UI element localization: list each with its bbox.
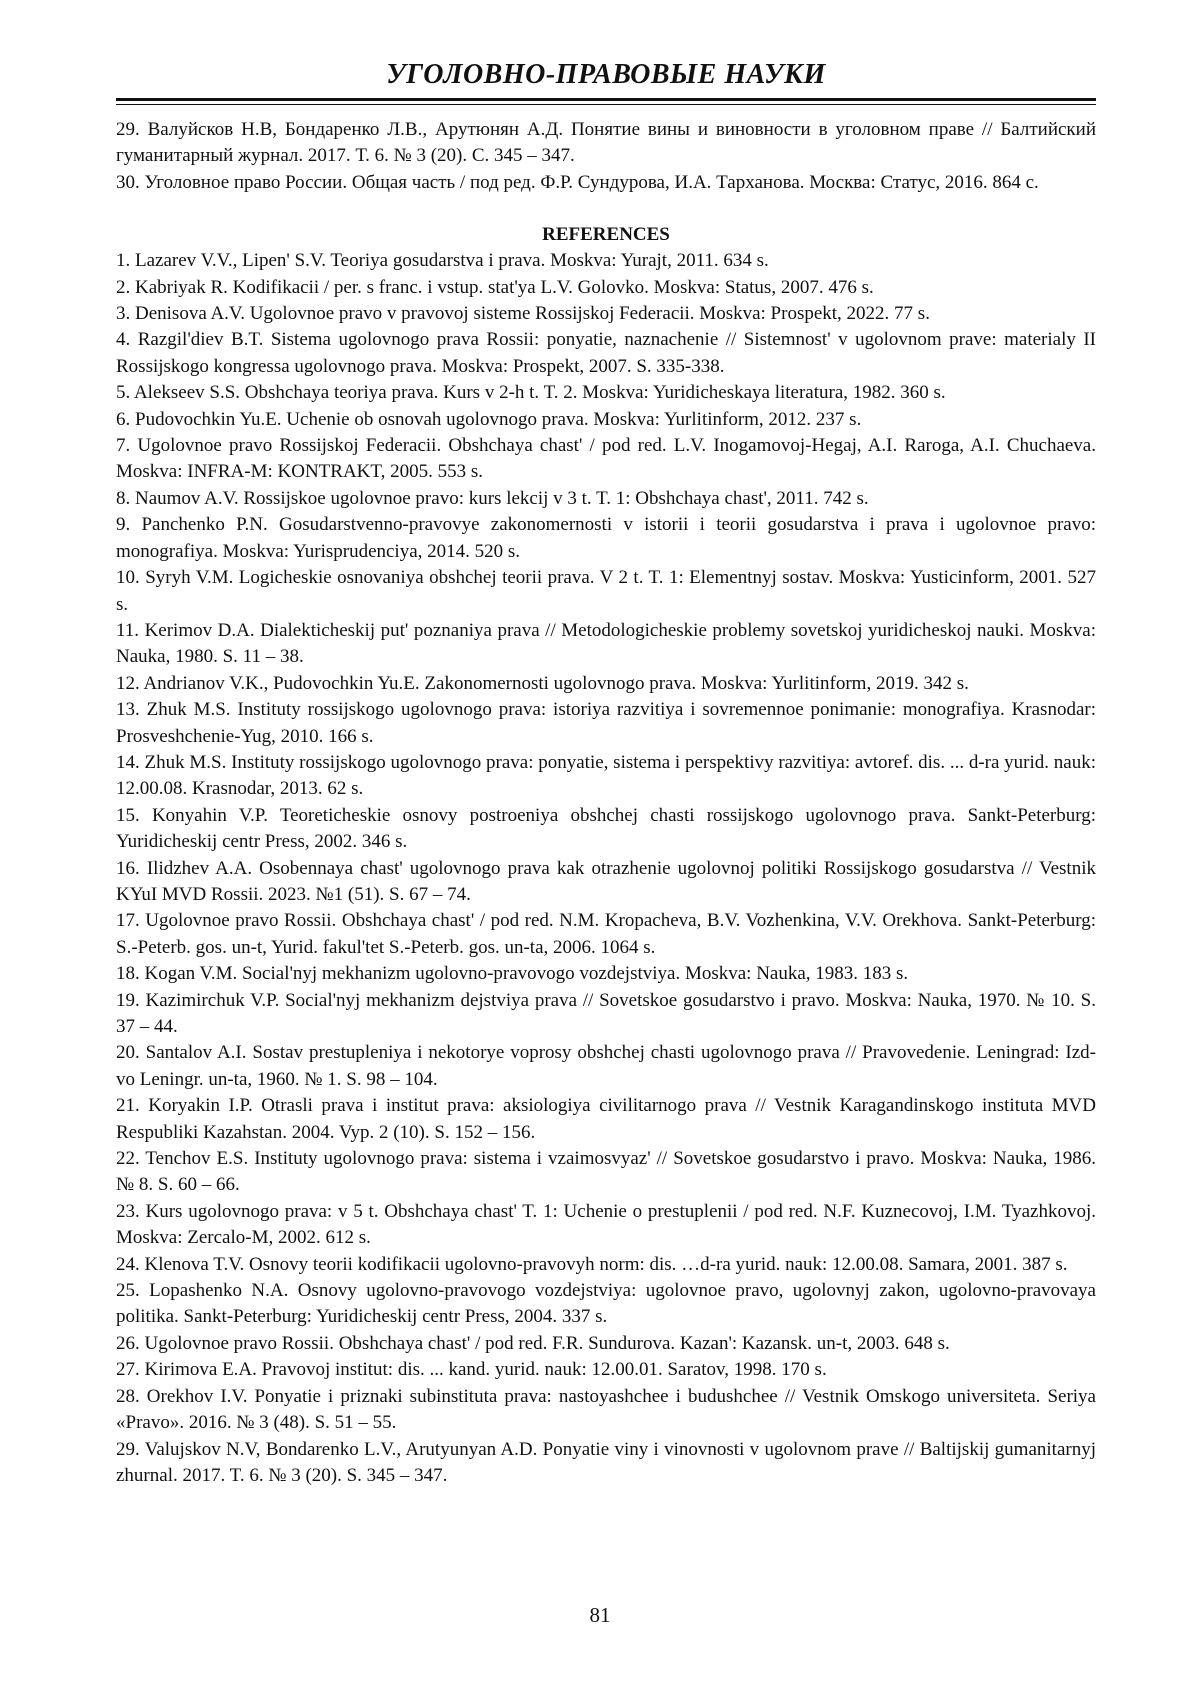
- reference-item: 29. Валуйсков Н.В, Бондаренко Л.В., Арутюнян А.Д. Понятие вины и виновности в уголовном праве // Балтийский гуманитарный журнал. 2017. Т. 6. № 3 (20). С. 345 – 347.: [116, 119, 1096, 167]
- reference-item: 14. Zhuk M.S. Instituty rossijskogo ugolovnogo prava: ponyatie, sistema i perspektivy razvitiya: avtoref. dis. ... d-ra yurid. nauk: 12.00.08. Krasnodar, 2013. 62 s.: [116, 751, 1096, 800]
- header-rule-thin: [116, 104, 1096, 105]
- page-number: 81: [589, 1603, 611, 1627]
- reference-item: 6. Pudovochkin Yu.E. Uchenie ob osnovah ugolovnogo prava. Moskva: Yurlitinform, 2012. 237 s.: [116, 408, 862, 430]
- reference-item: 8. Naumov A.V. Rossijskoe ugolovnoe pravo: kurs lekcij v 3 t. T. 1: Obshchaya chast', 2011. 742 s.: [116, 487, 869, 509]
- reference-item: 21. Koryakin I.P. Otrasli prava i institut prava: aksiologiya civilitarnogo prava // Vestnik Karagandinskogo instituta MVD Respubliki Kazahstan. 2004. Vyp. 2 (10). S. 152 – 156.: [116, 1095, 1096, 1143]
- reference-item: 27. Kirimova E.A. Pravovoj institut: dis. ... kand. yurid. nauk: 12.00.01. Saratov, 1998. 170 s.: [116, 1359, 827, 1381]
- reference-item: 18. Kogan V.M. Social'nyj mekhanizm ugolovno-pravovogo vozdejstviya. Moskva: Nauka, 1983. 183 s.: [116, 963, 909, 985]
- reference-item: 29. Valujskov N.V, Bondarenko L.V., Arutyunyan A.D. Ponyatie viny i vinovnosti v ugolovnom prave // Baltijskij gumanitarnyj zhurnal. 2017. T. 6. № 3 (20). S. 345 – 347.: [116, 1438, 1096, 1486]
- references-heading: REFERENCES: [542, 224, 670, 246]
- reference-item: 11. Kerimov D.A. Dialekticheskij put' poznaniya prava // Metodologicheskie problemy sovetskoj yuridicheskoj nauki. Moskva: Nauka, 1980. S. 11 – 38.: [116, 619, 1096, 668]
- reference-item: 28. Orekhov I.V. Ponyatie i priznaki subinstituta prava: nastoyashchee i budushchee // Vestnik Omskogo universiteta. Seriya «Pravo». 2016. № 3 (48). S. 51 – 55.: [116, 1385, 1096, 1434]
- reference-item: 23. Kurs ugolovnogo prava: v 5 t. Obshchaya chast' T. 1: Uchenie o prestuplenii / pod red. N.F. Kuznecovoj, I.M. Tyazhkovoj. Moskva: Zercalo-M, 2002. 612 s.: [116, 1200, 1096, 1249]
- reference-item: 25. Lopashenko N.A. Osnovy ugolovno-pravovogo vozdejstviya: ugolovnoe pravo, ugolovnyj zakon, ugolovno-pravovaya politika. Sankt-Peterburg: Yuridicheskij centr Press, 2004. 337 s.: [116, 1280, 1096, 1328]
- reference-item: 3. Denisova A.V. Ugolovnoe pravo v pravovoj sisteme Rossijskoj Federacii. Moskva: Prospekt, 2022. 77 s.: [116, 303, 930, 325]
- references-list: [116, 248, 1096, 1489]
- reference-item: 1. Lazarev V.V., Lipen' S.V. Teoriya gosudarstva i prava. Moskva: Yurajt, 2011. 634 s.: [116, 250, 769, 272]
- reference-item: 26. Ugolovnoe pravo Rossii. Obshchaya chast' / pod red. F.R. Sundurova. Kazan': Kazansk. un-t, 2003. 648 s.: [116, 1332, 950, 1354]
- reference-item: 13. Zhuk M.S. Instituty rossijskogo ugolovnogo prava: istoriya razvitiya i sovremennoe ponimanie: monografiya. Krasnodar: Prosveshchenie-Yug, 2010. 166 s.: [116, 699, 1096, 747]
- reference-item: 30. Уголовное право России. Общая часть / под ред. Ф.Р. Сундурова, И.А. Тарханова. Москва: Статус, 2016. 864 с.: [116, 171, 1039, 193]
- reference-item: 19. Kazimirchuk V.P. Social'nyj mekhanizm dejstviya prava // Sovetskoe gosudarstvo i pravo. Moskva: Nauka, 1970. № 10. S. 37 – 44.: [116, 989, 1096, 1037]
- reference-item: 9. Panchenko P.N. Gosudarstvenno-pravovye zakonomernosti v istorii i teorii gosudarstva i prava i ugolovnoe pravo: monografiya. Moskva: Yurisprudenciya, 2014. 520 s.: [116, 514, 1096, 562]
- reference-item: 10. Syryh V.M. Logicheskie osnovaniya obshchej teorii prava. V 2 t. T. 1: Elementnyj sostav. Moskva: Yusticinform, 2001. 527 s.: [116, 567, 1096, 615]
- reference-item: 5. Alekseev S.S. Obshchaya teoriya prava. Kurs v 2-h t. T. 2. Moskva: Yuridicheskaya literatura, 1982. 360 s.: [116, 382, 946, 404]
- reference-item: 7. Ugolovnoe pravo Rossijskoj Federacii. Obshchaya chast' / pod red. L.V. Inogamovoj-Hegaj, A.I. Raroga, A.I. Chuchaeva. Moskva: INFRA-M: KONTRAKT, 2005. 553 s.: [116, 435, 1096, 483]
- reference-item: 2. Kabriyak R. Kodifikacii / per. s franc. i vstup. stat'ya L.V. Golovko. Moskva: Status, 2007. 476 s.: [116, 276, 874, 298]
- reference-item: 17. Ugolovnoe pravo Rossii. Obshchaya chast' / pod red. N.M. Kropacheva, B.V. Vozhenkina, V.V. Orekhova. Sankt-Peterburg: S.-Peterb. gos. un-t, Yurid. fakul'tet S.-Peterb. gos. un-ta, 2006. 1064 s.: [116, 910, 1096, 958]
- reference-item: 15. Konyahin V.P. Teoreticheskie osnovy postroeniya obshchej chasti rossijskogo ugolovnogo prava. Sankt-Peterburg: Yuridicheskij centr Press, 2002. 346 s.: [116, 804, 1096, 853]
- reference-item: 12. Andrianov V.K., Pudovochkin Yu.E. Zakonomernosti ugolovnogo prava. Moskva: Yurlitinform, 2019. 342 s.: [116, 672, 969, 694]
- reference-item: 20. Santalov A.I. Sostav prestupleniya i nekotorye voprosy obshchej chasti ugolovnogo prava // Pravovedenie. Leningrad: Izd-vo Leningr. un-ta, 1960. № 1. S. 98 – 104.: [116, 1042, 1096, 1090]
- reference-item: 22. Tenchov E.S. Instituty ugolovnogo prava: sistema i vzaimosvyaz' // Sovetskoe gosudarstvo i pravo. Moskva: Nauka, 1986. № 8. S. 60 – 66.: [116, 1148, 1096, 1196]
- running-header: УГОЛОВНО-ПРАВОВЫЕ НАУКИ: [386, 59, 826, 90]
- russian-reference-list: [116, 117, 1096, 196]
- reference-item: 4. Razgil'diev B.T. Sistema ugolovnogo prava Rossii: ponyatie, naznachenie // Sistemnost' v ugolovnom prave: materialy II Rossijskogo kongressa ugolovnogo prava. Moskva: Prospekt, 2007. S. 335-338.: [116, 329, 1096, 377]
- page-content: [116, 58, 1096, 1489]
- reference-item: 16. Ilidzhev A.A. Osobennaya chast' ugolovnogo prava kak otrazhenie ugolovnoj politiki Rossijskogo gosudarstva // Vestnik KYuI MVD Rossii. 2023. №1 (51). S. 67 – 74.: [116, 857, 1096, 905]
- reference-item: 24. Klenova T.V. Osnovy teorii kodifikacii ugolovno-pravovyh norm: dis. …d-ra yurid. nauk: 12.00.08. Samara, 2001. 387 s.: [116, 1253, 1068, 1275]
